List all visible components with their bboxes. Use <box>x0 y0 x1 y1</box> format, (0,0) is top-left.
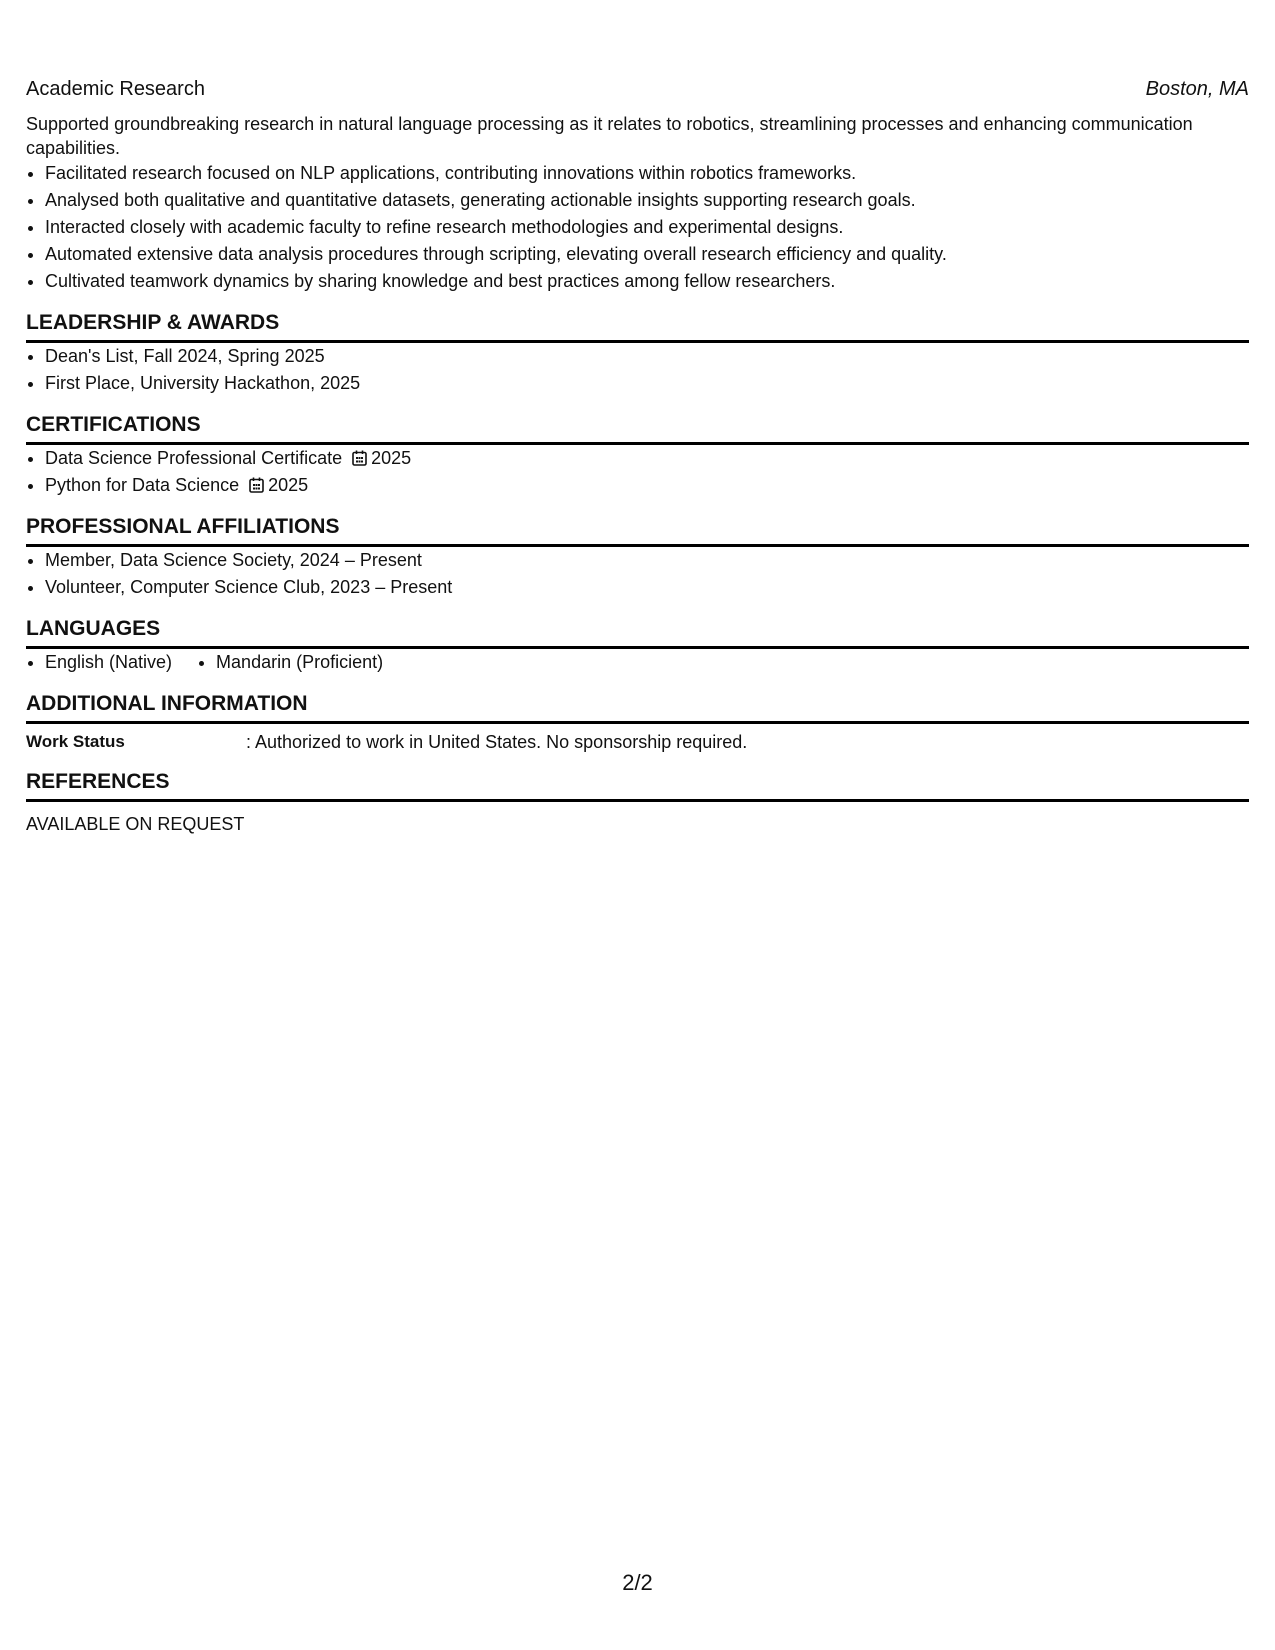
role-summary: Supported groundbreaking research in natural language processing as it relates to robotics, streamlining processes and enhancing communication capabilities. <box>26 114 1193 158</box>
leadership-list <box>26 343 1249 397</box>
languages-heading: LANGUAGES <box>26 616 1249 649</box>
certification-year: 2025 <box>371 448 412 468</box>
list-item: • Volunteer, Computer Science Club, 2023 – Present <box>45 574 1249 601</box>
list-item: • Interacted closely with academic faculty to refine research methodologies and experimental designs. <box>45 214 1249 241</box>
certification-name: Data Science Professional Certificate <box>45 448 343 468</box>
work-status-label: Work Status <box>26 732 125 751</box>
additional-info-heading: ADDITIONAL INFORMATION <box>26 691 1249 724</box>
list-item: • Member, Data Science Society, 2024 – Present <box>45 547 1249 574</box>
list-item: • Analysed both qualitative and quantitative datasets, generating actionable insights supporting research goals. <box>45 187 1249 214</box>
references-text: AVAILABLE ON REQUEST <box>26 814 245 834</box>
affiliations-list <box>26 547 1249 601</box>
references-heading: REFERENCES <box>26 769 1249 802</box>
role-location: Boston, MA <box>1145 78 1249 100</box>
leadership-heading: LEADERSHIP & AWARDS <box>26 310 1249 343</box>
certification-item <box>45 445 1249 472</box>
work-status-row <box>26 730 1249 754</box>
resume-page <box>26 78 1249 836</box>
calendar-icon <box>249 477 264 493</box>
affiliations-heading: PROFESSIONAL AFFILIATIONS <box>26 514 1249 547</box>
certifications-heading: CERTIFICATIONS <box>26 412 1249 445</box>
experience-header <box>26 78 1249 110</box>
certifications-list <box>26 445 1249 499</box>
list-item: • Facilitated research focused on NLP applications, contributing innovations within robotics frameworks. <box>45 160 1249 187</box>
list-item: • Automated extensive data analysis procedures through scripting, elevating overall research efficiency and quality. <box>45 241 1249 268</box>
list-item: • Dean's List, Fall 2024, Spring 2025 <box>45 343 1249 370</box>
languages-list <box>26 649 1249 676</box>
calendar-icon <box>352 450 367 466</box>
list-item: • First Place, University Hackathon, 2025 <box>45 370 1249 397</box>
language-item: • English (Native) <box>45 649 172 676</box>
page-number: 2/2 <box>622 1570 653 1595</box>
language-item: • Mandarin (Proficient) <box>216 649 383 676</box>
certification-year: 2025 <box>268 475 309 495</box>
certification-name: Python for Data Science <box>45 475 240 495</box>
list-item: • Cultivated teamwork dynamics by sharing knowledge and best practices among fellow researchers. <box>45 268 1249 295</box>
role-title: Academic Research <box>26 78 205 100</box>
experience-bullets <box>26 160 1249 295</box>
work-status-value: : Authorized to work in United States. No sponsorship required. <box>246 732 748 752</box>
certification-item <box>45 472 1249 499</box>
